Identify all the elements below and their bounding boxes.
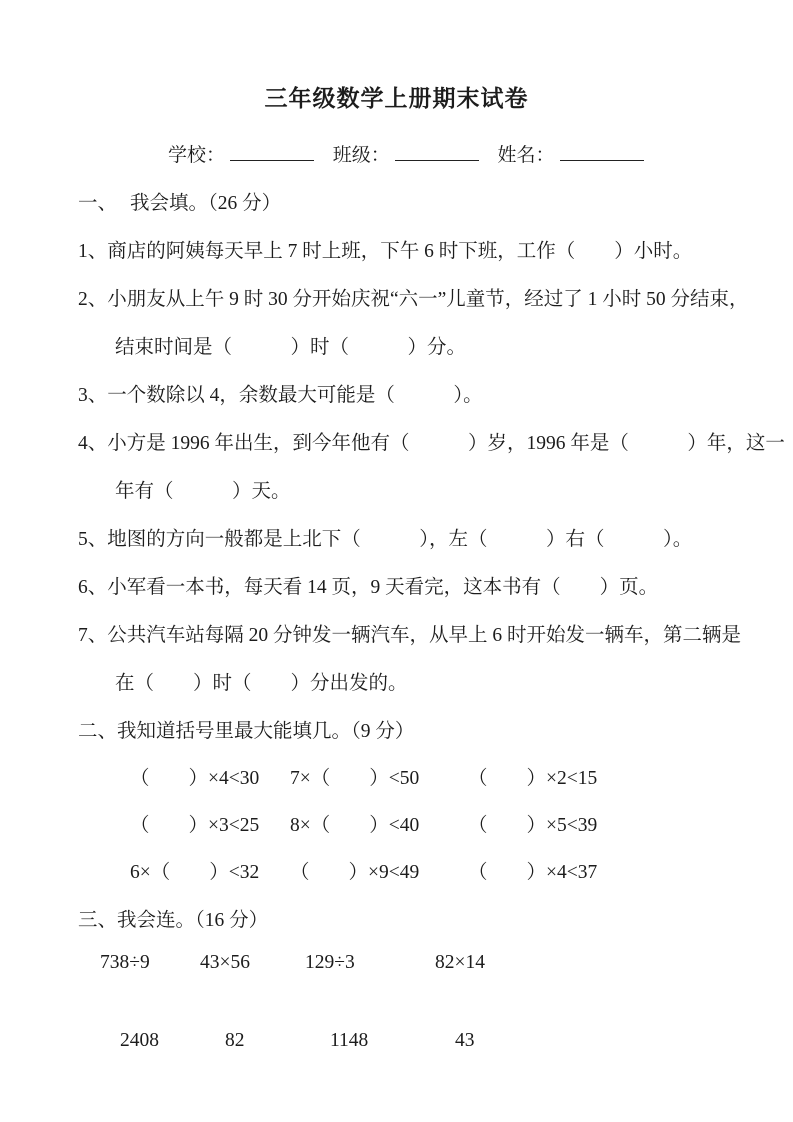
max-fill-item: （ ）×2<15 (468, 768, 598, 789)
match-expressions-row (78, 952, 743, 974)
match-expression: 129÷3 (305, 952, 355, 973)
section3-title: 我会连。（16 分） (117, 910, 269, 931)
max-fill-row-2 (78, 809, 743, 837)
max-fill-item: （ ）×9<49 (290, 862, 420, 883)
max-fill-row-3 (78, 856, 743, 884)
school-label: 学校： (168, 145, 226, 166)
exam-body (0, 187, 793, 1052)
max-fill-item: （ ）×5<39 (468, 815, 598, 836)
section1-heading (78, 187, 743, 215)
section3-heading (78, 904, 743, 932)
match-answer: 82 (225, 1030, 245, 1051)
name-label: 姓名： (497, 145, 555, 166)
class-label: 班级： (332, 145, 390, 166)
q7-line: 7、公共汽车站每隔 20 分钟发一辆汽车，从早上 6 时开始发一辆车，第二辆是 (78, 625, 742, 646)
section1-number: 一、 (78, 193, 118, 214)
name-blank (560, 141, 644, 161)
q1-line: 1、商店的阿姨每天早上 7 时上班，下午 6 时下班，工作（ ）小时。 (78, 241, 693, 262)
q4-cont-line: 年有（ ）天。 (115, 481, 291, 502)
q5-line: 5、地图的方向一般都是上北下（ ），左（ ）右（ ）。 (78, 529, 693, 550)
q2-cont-line: 结束时间是（ ）时（ ）分。 (115, 337, 467, 358)
q4-line: 4、小方是 1996 年出生，到今年他有（ ）岁，1996 年是（ ）年，这一 (78, 433, 785, 454)
match-answers-row (78, 1030, 743, 1052)
max-fill-item: （ ）×4<30 (130, 768, 260, 789)
max-fill-item: 6×（ ）<32 (130, 862, 260, 883)
q2-line: 2、小朋友从上午 9 时 30 分开始庆祝“六一”儿童节，经过了 1 小时 50 分结束， (78, 289, 749, 310)
school-blank (230, 141, 314, 161)
section2-number: 二、 (78, 721, 118, 742)
q6-line: 6、小军看一本书，每天看 14 页，9 天看完，这本书有（ ）页。 (78, 577, 659, 598)
q7-cont-line: 在（ ）时（ ）分出发的。 (115, 673, 408, 694)
section2-title: 我知道括号里最大能填几。（9 分） (117, 721, 415, 742)
class-blank (395, 141, 479, 161)
max-fill-item: 7×（ ）<50 (290, 768, 420, 789)
max-fill-item: （ ）×3<25 (130, 815, 260, 836)
match-answer: 2408 (120, 1030, 159, 1051)
max-fill-item: 8×（ ）<40 (290, 815, 420, 836)
q3-line: 3、一个数除以 4，余数最大可能是（ ）。 (78, 385, 483, 406)
match-expression: 82×14 (435, 952, 485, 973)
max-fill-row-1 (78, 762, 743, 790)
student-info-line (0, 140, 793, 167)
section2-heading (78, 715, 743, 743)
match-answer: 43 (455, 1030, 475, 1051)
section3-number: 三、 (78, 910, 118, 931)
page-title: 三年级数学上册期末试卷 (264, 86, 529, 111)
max-fill-item: （ ）×4<37 (468, 862, 598, 883)
section1-title: 我会填。（26 分） (130, 193, 282, 214)
match-expression: 43×56 (200, 952, 250, 973)
match-expression: 738÷9 (100, 952, 150, 973)
match-answer: 1148 (330, 1030, 369, 1051)
